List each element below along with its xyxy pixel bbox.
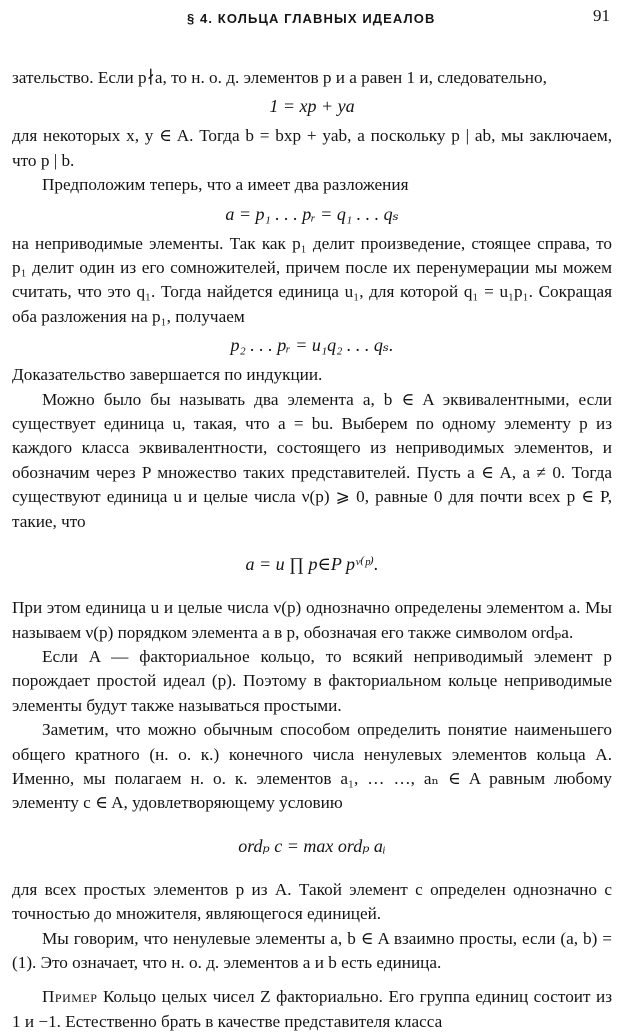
paragraph: зательство. Если p∤a, то н. о. д. элементов p и a равен 1 и, следовательно, xyxy=(12,68,547,87)
paragraph: Можно было бы называть два элемента a, b ∈ A эквивалентными, если существует единица u, такая, что a = bu. Выберем по одному элементу p из каждого класса эквивалентности, состоящего из неприводимых элементов, и обозначим через P множество таких представителей. Пусть a ∈ A, a ≠ 0. Тогда существуют единица u и целые числа ν(p) ⩾ 0, равные 0 для почти всех p ∈ P, такие, что xyxy=(12,389,612,531)
running-title: § 4. КОЛЬЦА ГЛАВНЫХ ИДЕАЛОВ xyxy=(187,11,436,26)
paragraph: Заметим, что можно обычным способом определить понятие наименьшего общего кратного (н. о. к.) конечного числа ненулевых элементов кольца A. Именно, мы полагаем н. о. к. элементов a₁, … …, aₙ ∈ A равным любому элементу c ∈ A, удовлетворяющему условию xyxy=(12,720,612,813)
page-number: 91 xyxy=(593,6,610,25)
paragraph: для всех простых элементов p из A. Такой элемент c определен однозначно с точностью до множителя, являющегося единицей. xyxy=(12,879,612,924)
equation: a = u ∏ p∈P pᵛ⁽ᵖ⁾. xyxy=(245,554,379,575)
equation: a = p₁ . . . pᵣ = q₁ . . . qₛ xyxy=(225,203,399,224)
paragraph: Предположим теперь, что a имеет два разложения xyxy=(42,175,409,195)
paragraph: При этом единица u и целые числа ν(p) однозначно определены элементом a. Мы называем ν(p) порядком элемента a в p, обозначая его также символом ordₚa. xyxy=(12,598,612,642)
paragraph: Мы говорим, что ненулевые элементы a, b ∈ A взаимно просты, если (a, b) = (1). Это означает, что н. о. д. элементов a и b есть единица. xyxy=(12,928,612,972)
paragraph: для некоторых x, y ∈ A. Тогда b = bxp + yab, а поскольку p | ab, мы заключаем, что p | b. xyxy=(12,126,612,170)
example-label: Пример xyxy=(42,987,98,1007)
equation: p₂ . . . pᵣ = u₁q₂ . . . qₛ. xyxy=(230,335,394,356)
equation: ordₚ c = max ordₚ aᵢ xyxy=(238,835,386,856)
paragraph: на неприводимые элементы. Так как p₁ делит произведение, стоящее справа, то p₁ делит один из его сомножителей, причем после их перенумерации мы можем считать, что это q₁. Тогда найдется единица u₁, для которой q₁ = u₁p₁. Сокращая оба разложения на p₁, получаем xyxy=(12,233,612,326)
example-text: Кольцо целых чисел Z факториально. Его группа единиц состоит из 1 и −1. Естественно брать в качестве представителя класса xyxy=(12,987,613,1031)
page-header xyxy=(0,4,624,30)
body-text xyxy=(12,66,612,1034)
paragraph: Если A — факториальное кольцо, то всякий неприводимый элемент p порождает простой идеал (p). Поэтому в факториальном кольце неприводимые элементы будут также называться простыми. xyxy=(12,646,612,715)
example-paragraph xyxy=(12,985,612,1034)
paragraph: Доказательство завершается по индукции. xyxy=(12,365,323,385)
equation: 1 = xp + ya xyxy=(269,96,355,117)
